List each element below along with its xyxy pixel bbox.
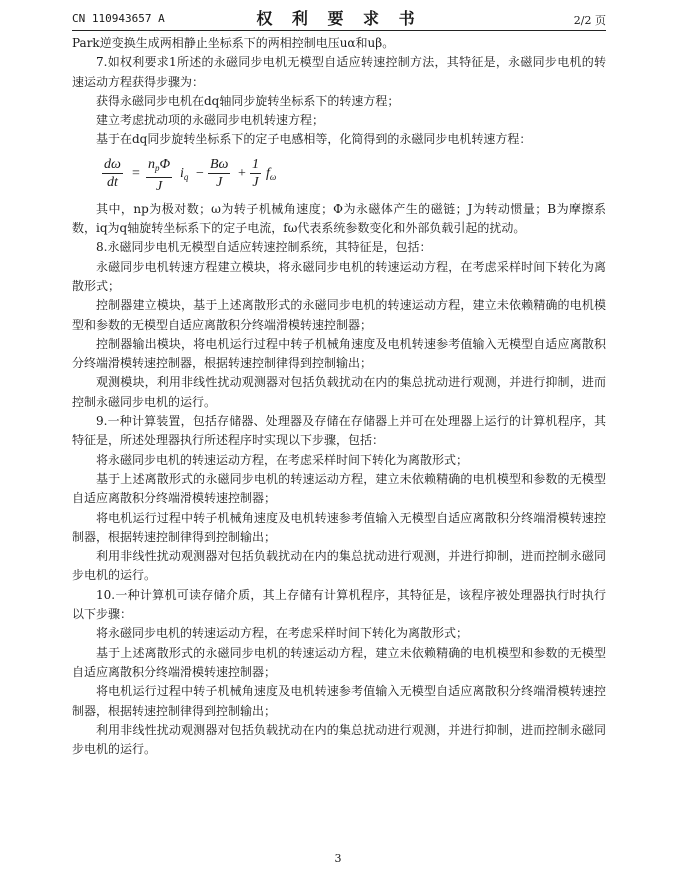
term2-fraction: $\frac{B\omega}{J}$ bbox=[210, 156, 229, 190]
claim-paragraph: 将电机运行过程中转子机械角速度及电机转速参考值输入无模型自适应离散积分终端滑模转速控制器，根据转速控制律得到控制输出； bbox=[72, 684, 606, 718]
page-indicator: 2/2 页 bbox=[573, 14, 606, 27]
claim-paragraph: 基于上述离散形式的永磁同步电机的转速运动方程，建立未依赖精确的电机模型和参数的无模型自适应离散积分终端滑模转速控制器； bbox=[72, 645, 606, 679]
claim-paragraph: 8.永磁同步电机无模型自适应转速控制系统，其特征是，包括： bbox=[96, 240, 432, 255]
claim-paragraph: 永磁同步电机转速方程建立模块，将永磁同步电机的转速运动方程，在考虑采样时间下转化为离散形式； bbox=[72, 259, 606, 293]
claim-paragraph: 观测模块，利用非线性扰动观测器对包括负载扰动在内的集总扰动进行观测，并进行抑制，进而控制永磁同步电机的运行。 bbox=[72, 375, 606, 409]
claim-paragraph: 9.一种计算装置，包括存储器、处理器及存储在存储器上并可在处理器上运行的计算机程序，其特征是，所述处理器执行所述程序时实现以下步骤，包括： bbox=[72, 414, 606, 448]
term3-fraction: $\frac{1}{J}$ bbox=[252, 156, 259, 190]
lhs-fraction: $\frac{d\omega}{dt}$ bbox=[104, 156, 121, 190]
claim-paragraph: 10.一种计算机可读存储介质，其上存储有计算机程序，其特征是，该程序被处理器执行时执行以下步骤： bbox=[72, 587, 606, 622]
claim-paragraph: 获得永磁同步电机在dq轴同步旋转坐标系下的转速方程； bbox=[96, 93, 400, 108]
claim-paragraph: 7.如权利要求1所述的永磁同步电机无模型自适应转速控制方法，其特征是，永磁同步电机的转速运动方程获得步骤为： bbox=[72, 55, 606, 89]
header-divider bbox=[72, 30, 606, 31]
claim-paragraph: 将永磁同步电机的转速运动方程，在考虑采样时间下转化为离散形式； bbox=[96, 452, 469, 467]
term1-fraction: $n_p\Phi$ J bbox=[148, 156, 171, 194]
speed-equation: $\frac{d\omega}{dt}$ = $n_p\Phi$ J $i_q$ − $\frac{B\omega}{J}$ + $\frac{1}{J}$ $f_\omega$ bbox=[104, 156, 277, 194]
claim-paragraph: 建立考虑扰动项的永磁同步电机转速方程； bbox=[96, 113, 325, 128]
claim-paragraph: 将电机运行过程中转子机械角速度及电机转速参考值输入无模型自适应离散积分终端滑模转速控制器，根据转速控制律得到控制输出； bbox=[72, 510, 606, 544]
claim-paragraph: 利用非线性扰动观测器对包括负载扰动在内的集总扰动进行观测，并进行抑制，进而控制永磁同步电机的运行。 bbox=[72, 549, 606, 583]
publication-number: CN 110943657 A bbox=[72, 12, 165, 25]
claim-paragraph: 基于上述离散形式的永磁同步电机的转速运动方程，建立未依赖精确的电机模型和参数的无模型自适应离散积分终端滑模转速控制器； bbox=[72, 471, 606, 506]
page-number: 3 bbox=[334, 852, 342, 865]
claim-paragraph: 控制器输出模块，将电机运行过程中转子机械角速度及电机转速参考值输入无模型自适应离散积分终端滑模转速控制器，根据转速控制律得到控制输出； bbox=[72, 336, 606, 371]
claim-paragraph: 基于在dq同步旋转坐标系下的定子电感相等，化简得到的永磁同步电机转速方程： bbox=[96, 132, 532, 147]
claim-paragraph: 利用非线性扰动观测器对包括负载扰动在内的集总扰动进行观测，并进行抑制，进而控制永磁同步电机的运行。 bbox=[72, 722, 606, 757]
claim-paragraph: 将永磁同步电机的转速运动方程，在考虑采样时间下转化为离散形式； bbox=[96, 626, 469, 641]
document-title: 权 利 要 求 书 bbox=[256, 9, 422, 28]
claim-paragraph: 控制器建立模块，基于上述离散形式的永磁同步电机的转速运动方程，建立未依赖精确的电机模型和参数的无模型自适应离散积分终端滑模转速控制器； bbox=[72, 298, 606, 332]
claim-paragraph: Park逆变换生成两相静止坐标系下的两相控制电压uα和uβ。 bbox=[72, 36, 395, 50]
claim-paragraph: 其中，np为极对数；ω为转子机械角速度；Φ为永磁体产生的磁链；J为转动惯量；B为摩擦系数，iq为q轴旋转坐标系下的定子电流，fω代表系统参数变化和外部负载引起的扰动。 bbox=[72, 201, 606, 236]
page-header bbox=[72, 4, 606, 28]
claims-body bbox=[72, 34, 606, 759]
